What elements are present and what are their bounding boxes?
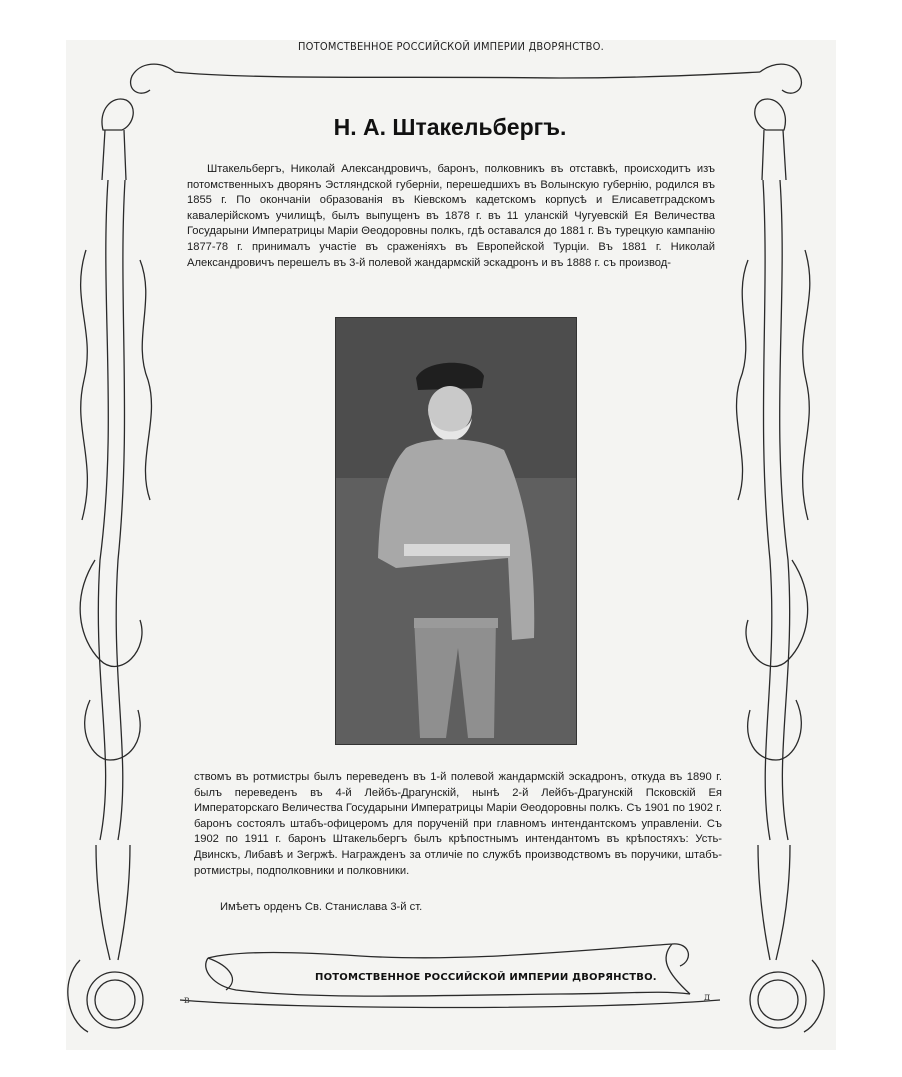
footer-banner	[208, 944, 688, 966]
top-rule	[175, 72, 760, 78]
footer-banner-text: ПОТОМСТВЕННОЕ РОССИЙСКОЙ ИМПЕРИИ ДВОРЯНСТВО.	[315, 972, 657, 983]
article-title: Н. А. Штакельбергъ.	[333, 114, 567, 140]
paragraph-service: ствомъ въ ротмистры былъ переведенъ въ 1-й полевой жандармскій эскадронъ, откуда въ 1890 г. былъ переведенъ въ 4-й Лейбъ-Драгунскій, нынѣ 2-й Лейбъ-Драгунскій Псковскій Ея Императорскаго Величества Государыни Императрицы Маріи Θеодоровны полкъ. Съ 1901 по 1902 г. баронъ состоялъ штабъ-офицеромъ для порученій при главномъ интендантскомъ управленіи. Съ 1902 по 1911 г. баронъ Штакельбергъ былъ крѣпостнымъ интендантомъ въ крѣпостяхъ: Усть-Двинскъ, Либавѣ и Зегржѣ. Награжденъ за отличіе по службѣ производствомъ въ поручики, штабъ-ротмистры, подполковники и полковники.	[194, 771, 722, 877]
paragraph-orders: Имѣетъ орденъ Св. Станислава 3-й ст.	[220, 901, 423, 913]
left-column	[98, 180, 108, 840]
signature-mark-right: д	[704, 992, 711, 1003]
running-header: ПОТОМСТВЕННОЕ РОССИЙСКОЙ ИМПЕРИИ ДВОРЯНСТВО.	[298, 40, 604, 53]
signature-mark-left: в	[184, 995, 190, 1006]
portrait-photo	[335, 317, 577, 745]
right-column	[780, 180, 790, 840]
portrait-figure	[336, 318, 576, 744]
paragraph-intro: Штакельбергъ, Николай Александровичъ, баронъ, полковникъ въ отставкѣ, происходитъ изъ потомственныхъ дворянъ Эстляндской губерніи, перешедшихъ въ Волынскую губернію, родился въ 1855 г. По окончаніи образованія въ Кіевскомъ кадетскомъ корпусѣ и Елисаветградскомъ кавалерійскомъ училищѣ, былъ выпущенъ въ 1878 г. въ 11 уланскій Чугуевскій Ея Величества Государыни Императрицы Маріи Θеодоровны полкъ, гдѣ оставался до 1881 г. Въ турецкую кампанію 1877-78 г. принималъ участіе въ сраженіяхъ въ Европейской Турціи. Въ 1881 г. Николай Александровичъ перешелъ въ 3-й полевой жандармскій эскадронъ и въ 1888 г. съ производ-	[187, 163, 715, 269]
